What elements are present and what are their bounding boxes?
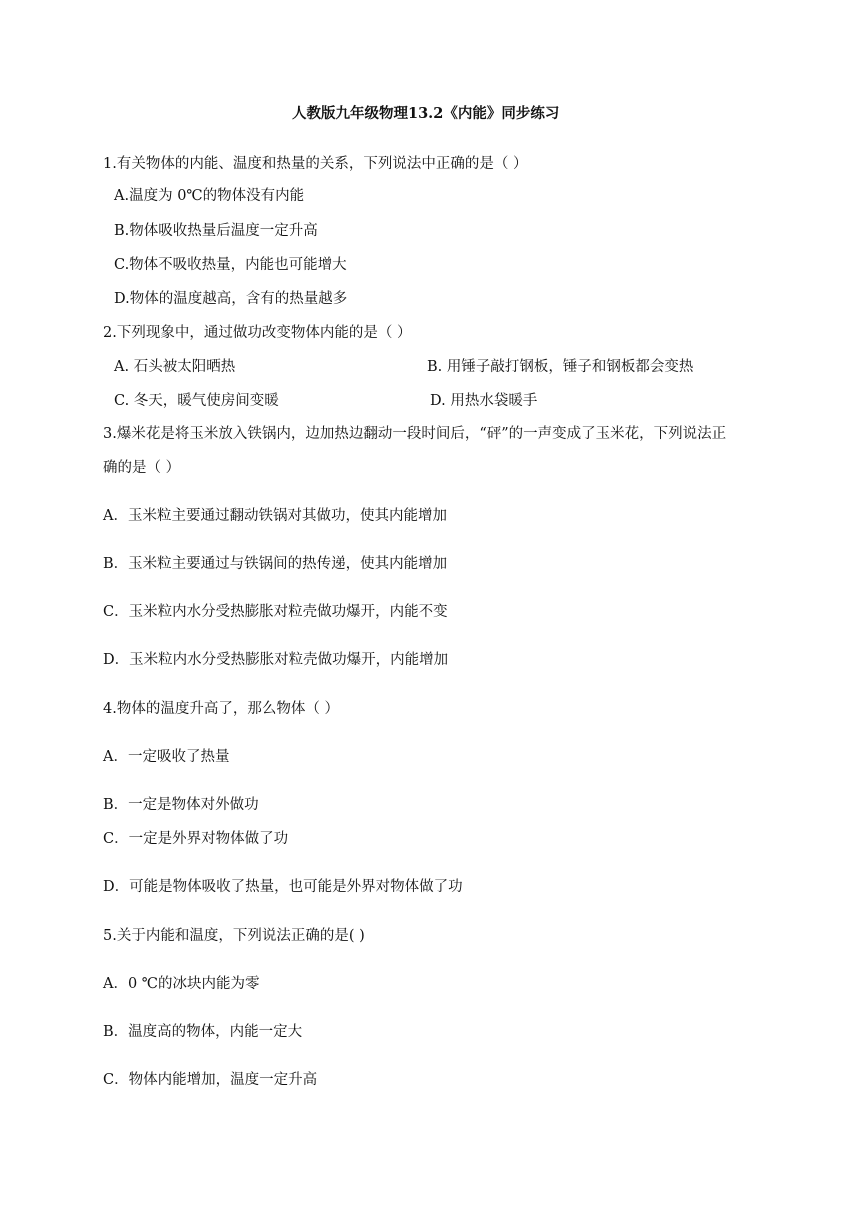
question-5-option-b: B．温度高的物体，内能一定大 [103,1024,303,1040]
question-3-stem-line-1: 3.爆米花是将玉米放入铁锅内，边加热边翻动一段时间后，“砰”的一声变成了玉米花，下列说法正 [103,426,727,442]
question-1-option-b: B.物体吸收热量后温度一定升高 [114,223,318,239]
question-4-option-c: C．一定是外界对物体做了功 [103,831,289,847]
question-3-option-c: C．玉米粒内水分受热膨胀对粒壳做功爆开，内能不变 [103,604,448,620]
question-2-option-b: B. 用锤子敲打钢板，锤子和钢板都会变热 [427,359,694,375]
question-5-option-c: C．物体内能增加，温度一定升高 [103,1072,318,1088]
question-4-stem: 4.物体的温度升高了，那么物体（ ） [103,701,339,717]
question-1-option-d: D.物体的温度越高，含有的热量越多 [114,291,348,307]
question-1-option-c: C.物体不吸收热量，内能也可能增大 [114,257,347,273]
question-1-stem: 1.有关物体的内能、温度和热量的关系，下列说法中正确的是（ ） [103,156,528,172]
question-5-stem: 5.关于内能和温度，下列说法正确的是( ) [103,928,365,944]
question-2-option-a: A. 石头被太阳晒热 [114,359,236,375]
question-4-option-a: A．一定吸收了热量 [103,749,230,765]
document-title: 人教版九年级物理13.2《内能》同步练习 [292,105,560,122]
question-1-option-a: A.温度为 0℃的物体没有内能 [114,188,305,204]
question-2-option-d: D. 用热水袋暖手 [430,393,538,409]
question-4-option-d: D．可能是物体吸收了热量，也可能是外界对物体做了功 [103,879,463,895]
question-4-option-b: B．一定是物体对外做功 [103,797,259,813]
question-3-option-b: B．玉米粒主要通过与铁锅间的热传递，使其内能增加 [103,556,448,572]
question-2-stem: 2.下列现象中，通过做功改变物体内能的是（ ） [103,325,412,341]
question-3-option-a: A．玉米粒主要通过翻动铁锅对其做功，使其内能增加 [103,508,447,524]
question-3-stem-line-2: 确的是（ ） [103,460,181,476]
question-5-option-a: A．0 ℃的冰块内能为零 [103,976,260,992]
question-3-option-d: D．玉米粒内水分受热膨胀对粒壳做功爆开，内能增加 [103,652,449,668]
question-2-option-c: C. 冬天，暖气使房间变暖 [114,393,279,409]
